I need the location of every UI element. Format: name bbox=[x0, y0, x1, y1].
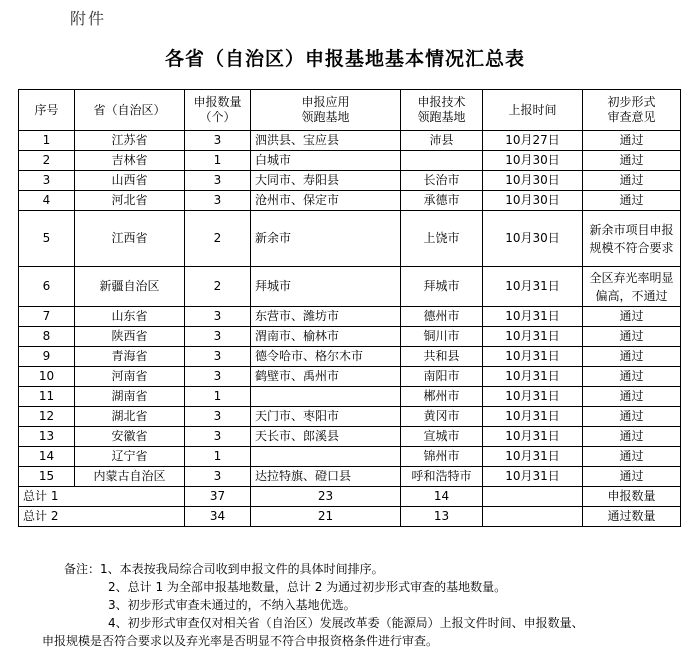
cell-review: 通过 bbox=[583, 427, 681, 447]
cell-time: 10月30日 bbox=[483, 191, 583, 211]
cell-count: 3 bbox=[185, 427, 251, 447]
cell-no: 6 bbox=[19, 267, 75, 307]
cell-review: 通过 bbox=[583, 191, 681, 211]
cell-app: 沧州市、保定市 bbox=[251, 191, 401, 211]
total-tech: 14 bbox=[401, 487, 483, 507]
table-row bbox=[19, 467, 681, 487]
table-row bbox=[19, 407, 681, 427]
cell-no: 4 bbox=[19, 191, 75, 211]
cell-tech: 黄冈市 bbox=[401, 407, 483, 427]
cell-province: 湖南省 bbox=[75, 387, 185, 407]
cell-time: 10月30日 bbox=[483, 211, 583, 267]
table-row bbox=[19, 191, 681, 211]
cell-count: 3 bbox=[185, 191, 251, 211]
table-row bbox=[19, 367, 681, 387]
cell-time: 10月31日 bbox=[483, 347, 583, 367]
cell-province: 吉林省 bbox=[75, 151, 185, 171]
note-line: 2、总计 1 为全部申报基地数量，总计 2 为通过初步形式审查的基地数量。 bbox=[108, 580, 507, 594]
header-tech-line1: 申报技术 bbox=[417, 95, 466, 109]
cell-no: 2 bbox=[19, 151, 75, 171]
cell-app: 德令哈市、格尔木市 bbox=[251, 347, 401, 367]
cell-province: 河南省 bbox=[75, 367, 185, 387]
cell-tech bbox=[401, 151, 483, 171]
cell-review: 通过 bbox=[583, 467, 681, 487]
header-time: 上报时间 bbox=[483, 90, 583, 131]
header-index: 序号 bbox=[19, 90, 75, 131]
cell-province: 山东省 bbox=[75, 307, 185, 327]
note-line: 申报规模是否符合要求以及弃光率是否明显不符合申报资格条件进行审查。 bbox=[42, 634, 439, 648]
total-row bbox=[19, 507, 681, 527]
cell-time: 10月31日 bbox=[483, 387, 583, 407]
cell-review: 通过 bbox=[583, 307, 681, 327]
total-note: 申报数量 bbox=[583, 487, 681, 507]
cell-review: 通过 bbox=[583, 151, 681, 171]
cell-count: 3 bbox=[185, 131, 251, 151]
cell-no: 5 bbox=[19, 211, 75, 267]
cell-review: 新余市项目申报规模不符合要求 bbox=[583, 211, 681, 267]
cell-time: 10月27日 bbox=[483, 131, 583, 151]
cell-count: 2 bbox=[185, 267, 251, 307]
cell-app: 天门市、枣阳市 bbox=[251, 407, 401, 427]
header-count-line2: （个） bbox=[199, 110, 236, 124]
cell-province: 河北省 bbox=[75, 191, 185, 211]
summary-table bbox=[18, 89, 681, 527]
total-time bbox=[483, 487, 583, 507]
cell-no: 14 bbox=[19, 447, 75, 467]
cell-count: 2 bbox=[185, 211, 251, 267]
cell-review: 通过 bbox=[583, 347, 681, 367]
cell-app: 东营市、潍坊市 bbox=[251, 307, 401, 327]
cell-province: 内蒙古自治区 bbox=[75, 467, 185, 487]
total-app: 21 bbox=[251, 507, 401, 527]
cell-time: 10月31日 bbox=[483, 407, 583, 427]
cell-no: 7 bbox=[19, 307, 75, 327]
cell-app bbox=[251, 447, 401, 467]
cell-time: 10月31日 bbox=[483, 427, 583, 447]
cell-time: 10月31日 bbox=[483, 327, 583, 347]
total-time bbox=[483, 507, 583, 527]
total-label: 总计 1 bbox=[19, 487, 185, 507]
cell-province: 安徽省 bbox=[75, 427, 185, 447]
note-line: 3、初步形式审查未通过的，不纳入基地优选。 bbox=[108, 598, 356, 612]
cell-review: 通过 bbox=[583, 171, 681, 191]
cell-tech: 德州市 bbox=[401, 307, 483, 327]
cell-no: 15 bbox=[19, 467, 75, 487]
cell-no: 9 bbox=[19, 347, 75, 367]
cell-no: 13 bbox=[19, 427, 75, 447]
cell-no: 8 bbox=[19, 327, 75, 347]
cell-tech: 南阳市 bbox=[401, 367, 483, 387]
header-review bbox=[583, 90, 681, 131]
total-count: 34 bbox=[185, 507, 251, 527]
cell-tech: 承德市 bbox=[401, 191, 483, 211]
cell-count: 3 bbox=[185, 347, 251, 367]
header-count-line1: 申报数量 bbox=[193, 95, 242, 109]
cell-time: 10月31日 bbox=[483, 447, 583, 467]
cell-app: 泗洪县、宝应县 bbox=[251, 131, 401, 151]
cell-tech: 沛县 bbox=[401, 131, 483, 151]
cell-no: 12 bbox=[19, 407, 75, 427]
note-line: 备注：1、本表按我局综合司收到申报文件的具体时间排序。 bbox=[64, 562, 384, 576]
table-row bbox=[19, 307, 681, 327]
cell-tech: 宣城市 bbox=[401, 427, 483, 447]
cell-tech: 共和县 bbox=[401, 347, 483, 367]
header-tech-line2: 领跑基地 bbox=[417, 110, 466, 124]
cell-app: 白城市 bbox=[251, 151, 401, 171]
table-row bbox=[19, 327, 681, 347]
cell-no: 10 bbox=[19, 367, 75, 387]
table-row bbox=[19, 427, 681, 447]
cell-app: 渭南市、榆林市 bbox=[251, 327, 401, 347]
page-title: 各省（自治区）申报基地基本情况汇总表 bbox=[164, 48, 525, 70]
table-row bbox=[19, 267, 681, 307]
cell-review: 通过 bbox=[583, 131, 681, 151]
cell-tech: 上饶市 bbox=[401, 211, 483, 267]
header-review-line2: 审查意见 bbox=[607, 110, 656, 124]
cell-no: 1 bbox=[19, 131, 75, 151]
cell-province: 新疆自治区 bbox=[75, 267, 185, 307]
cell-count: 1 bbox=[185, 387, 251, 407]
table-row bbox=[19, 171, 681, 191]
cell-province: 青海省 bbox=[75, 347, 185, 367]
total-row bbox=[19, 487, 681, 507]
cell-review: 通过 bbox=[583, 387, 681, 407]
cell-province: 江苏省 bbox=[75, 131, 185, 151]
table-row bbox=[19, 151, 681, 171]
cell-tech: 郴州市 bbox=[401, 387, 483, 407]
attachment-label: 附件 bbox=[70, 9, 107, 28]
cell-app bbox=[251, 387, 401, 407]
cell-province: 辽宁省 bbox=[75, 447, 185, 467]
cell-no: 11 bbox=[19, 387, 75, 407]
notes-section bbox=[20, 560, 680, 650]
cell-tech: 锦州市 bbox=[401, 447, 483, 467]
cell-tech: 长治市 bbox=[401, 171, 483, 191]
cell-time: 10月30日 bbox=[483, 151, 583, 171]
cell-app: 拜城市 bbox=[251, 267, 401, 307]
cell-count: 3 bbox=[185, 307, 251, 327]
cell-count: 3 bbox=[185, 171, 251, 191]
note-line: 4、初步形式审查仅对相关省（自治区）发展改革委（能源局）上报文件时间、申报数量、 bbox=[108, 616, 584, 630]
table-row bbox=[19, 211, 681, 267]
cell-province: 陕西省 bbox=[75, 327, 185, 347]
cell-count: 3 bbox=[185, 367, 251, 387]
total-label: 总计 2 bbox=[19, 507, 185, 527]
cell-tech: 呼和浩特市 bbox=[401, 467, 483, 487]
cell-time: 10月31日 bbox=[483, 367, 583, 387]
cell-review: 通过 bbox=[583, 367, 681, 387]
cell-time: 10月31日 bbox=[483, 267, 583, 307]
cell-app: 达拉特旗、磴口县 bbox=[251, 467, 401, 487]
cell-review: 全区弃光率明显偏高，不通过 bbox=[583, 267, 681, 307]
cell-time: 10月30日 bbox=[483, 171, 583, 191]
cell-app: 鹤壁市、禹州市 bbox=[251, 367, 401, 387]
cell-app: 新余市 bbox=[251, 211, 401, 267]
cell-province: 江西省 bbox=[75, 211, 185, 267]
table-header-row bbox=[19, 90, 681, 131]
cell-count: 1 bbox=[185, 447, 251, 467]
header-count bbox=[185, 90, 251, 131]
header-review-line1: 初步形式 bbox=[607, 95, 656, 109]
total-count: 37 bbox=[185, 487, 251, 507]
cell-time: 10月31日 bbox=[483, 467, 583, 487]
table-row bbox=[19, 347, 681, 367]
cell-tech: 拜城市 bbox=[401, 267, 483, 307]
cell-review: 通过 bbox=[583, 447, 681, 467]
cell-review: 通过 bbox=[583, 407, 681, 427]
cell-count: 1 bbox=[185, 151, 251, 171]
total-note: 通过数量 bbox=[583, 507, 681, 527]
cell-time: 10月31日 bbox=[483, 307, 583, 327]
table-row bbox=[19, 447, 681, 467]
header-app-line1: 申报应用 bbox=[301, 95, 350, 109]
table-row bbox=[19, 131, 681, 151]
cell-app: 大同市、寿阳县 bbox=[251, 171, 401, 191]
header-app-line2: 领跑基地 bbox=[301, 110, 350, 124]
header-province: 省（自治区） bbox=[75, 90, 185, 131]
total-tech: 13 bbox=[401, 507, 483, 527]
cell-review: 通过 bbox=[583, 327, 681, 347]
header-tech-base bbox=[401, 90, 483, 131]
cell-province: 湖北省 bbox=[75, 407, 185, 427]
cell-count: 3 bbox=[185, 327, 251, 347]
cell-tech: 铜川市 bbox=[401, 327, 483, 347]
cell-province: 山西省 bbox=[75, 171, 185, 191]
header-app-base bbox=[251, 90, 401, 131]
table-row bbox=[19, 387, 681, 407]
cell-app: 天长市、郎溪县 bbox=[251, 427, 401, 447]
cell-no: 3 bbox=[19, 171, 75, 191]
cell-count: 3 bbox=[185, 407, 251, 427]
total-app: 23 bbox=[251, 487, 401, 507]
cell-count: 3 bbox=[185, 467, 251, 487]
